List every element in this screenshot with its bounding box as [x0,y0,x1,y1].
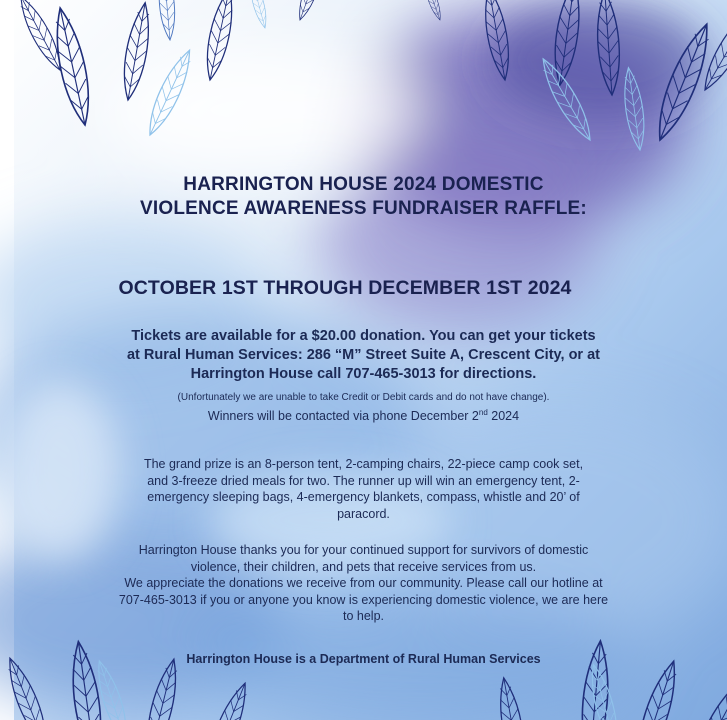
prize-description [0,456,727,522]
raffle-title-line1: HARRINGTON HOUSE 2024 DOMESTIC [183,174,544,195]
thanks-line2: violence, their children, and pets that receive services from us. [190,559,537,574]
thanks-line4: 707-465-3013 if you or anyone you know is experiencing domestic violence, we are here [118,592,609,607]
thanks-line1: Harrington House thanks you for your continued support for survivors of domestic [138,543,589,557]
prize-line2: and 3-freeze dried meals for two. The runner up will win an emergency tent, 2- [147,473,580,488]
footer-department: Harrington House is a Department of Rural Human Services [186,652,541,666]
prize-line4: paracord. [337,506,390,521]
raffle-title-line2: VIOLENCE AWARENESS FUNDRAISER RAFFLE: [140,198,587,219]
winners-date-suffix: nd [478,408,488,417]
raffle-title [0,173,727,221]
ticket-info-line3: Harrington House call 707-465-3013 for directions. [190,366,537,382]
thank-you-message [0,542,727,625]
raffle-dates: OCTOBER 1ST THROUGH DECEMBER 1ST 2024 [118,277,572,299]
prize-line3: emergency sleeping bags, 4-emergency blankets, compass, whistle and 20’ of [147,490,580,504]
winners-text: Winners will be contacted via phone December 2 [207,409,479,424]
winners-year: 2024 [487,409,520,424]
thanks-line5: to help. [342,609,384,623]
winners-notice [0,408,727,423]
ticket-info-line2: at Rural Human Services: 286 “M” Street Suite A, Crescent City, or at [126,347,600,363]
thanks-line3: We appreciate the donations we receive from our community. Please call our hotline at [124,576,603,590]
payment-note: (Unfortunately we are unable to take Credit or Debit cards and do not have change). [177,392,550,403]
ticket-info-line1: Tickets are available for a $20.00 donation. You can get your tickets [131,328,596,344]
ticket-info [0,327,727,384]
prize-line1: The grand prize is an 8-person tent, 2-camping chairs, 22-piece camp cook set, [143,457,584,471]
